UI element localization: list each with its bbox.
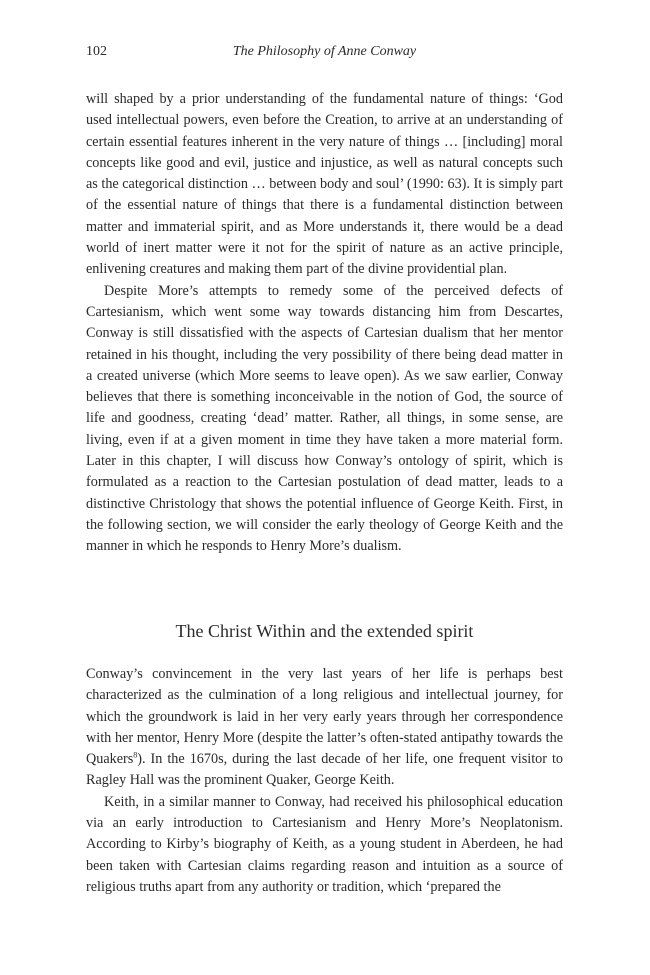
section-heading: The Christ Within and the extended spirit (175, 621, 474, 641)
running-title: The Philosophy of Anne Conway (232, 44, 417, 59)
paragraph (86, 664, 563, 792)
paragraph: Keith, in a similar manner to Conway, had received his philosophical education via an early introduction to Cartesianism and Henry More’s Neoplatonism. According to Kirby’s biography of Keith, as a young student in Aberdeen, he had been taken with Cartesian claims regarding reason and intuition as a source of religious truths apart from any authority or tradition, which ‘prepared the (86, 793, 563, 895)
paragraph: Despite More’s attempts to remedy some of the perceived defects of Cartesianism, which went some way towards distancing him from Descartes, Conway is still dissatisfied with the aspects of Cartesian dualism that her mentor retained in his thought, including the very possibility of there being dead matter in a created universe (which More seems to leave open). As we saw earlier, Conway believes that there is something inconceivable in the notion of God, the source of life and goodness, creating ‘dead’ matter. Rather, all things, in some sense, are living, even if at a given moment in time they have taken a more material form. Later in this chapter, I will discuss how Conway’s ontology of spirit, which is formulated as a reaction to the Cartesian postulation of dead matter, leads to a distinctive Christology that shows the potential influence of George Keith. First, in the following section, we will consider the early theology of George Keith and the manner in which he responds to Henry More’s dualism. (86, 282, 563, 555)
footnote-marker: 8 (133, 750, 138, 760)
paragraph-text: ). In the 1670s, during the last decade of her life, one frequent visitor to Ragley Hall was the prominent Quaker, George Keith. (86, 751, 563, 789)
running-head (86, 44, 563, 66)
body-text-upper (86, 89, 563, 558)
paragraph-text: Conway’s convincement in the very last years of her life is perhaps best characterized as the culmination of a long religious and intellectual journey, for which the groundwork is laid in her very early years through her correspondence with her mentor, Henry More (despite the latter’s often-stated antipathy towards the Quakers (86, 666, 563, 768)
paragraph: will shaped by a prior understanding of the fundamental nature of things: ‘God used intellectual powers, even before the Creation, to arrive at an understanding of certain essential features inherent in the very nature of things … [including] moral concepts like good and evil, justice and injustice, as well as natural concepts such as the categorical distinction … between body and soul’ (1990: 63). It is simply part of the essential nature of things that there is a fundamental distinction between matter and immaterial spirit, and as More understands it, there would be a dead world of inert matter were it not for the spirit of nature as an active principle, enlivening creatures and making them part of the divine providential plan. (86, 91, 563, 278)
body-text-lower (86, 664, 563, 898)
page-number: 102 (86, 44, 107, 59)
